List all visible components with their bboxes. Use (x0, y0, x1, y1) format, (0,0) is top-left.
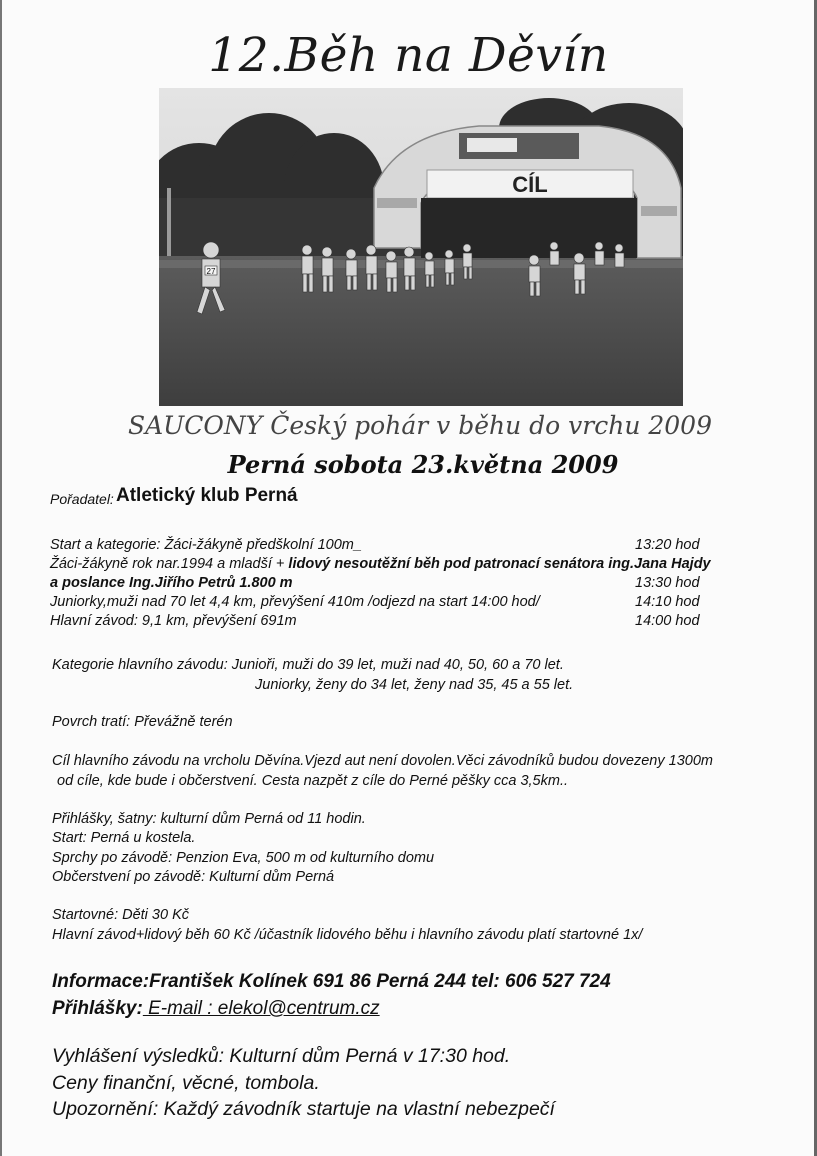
finish-line-2: od cíle, kde bude i občerstvení. Cesta nazpět z cíle do Perné pěšky cca 3,5km.. (57, 773, 568, 789)
start-line-3: a poslance Ing.Jiřího Petrů 1.800 m (50, 575, 293, 591)
closing-line-2: Ceny finanční, věcné, tombola. (52, 1072, 320, 1094)
closing-line-1: Vyhlášení výsledků: Kulturní dům Perná v 17:30 hod. (52, 1045, 511, 1067)
organizer-name: Atletický klub Perná (116, 485, 298, 506)
event-date: Perná sobota 23.května 2009 (227, 450, 619, 479)
logistics-line-2: Start: Perná u kostela. (52, 830, 196, 846)
surface-text: Povrch tratí: Převážně terén (52, 714, 233, 730)
logistics-line-1: Přihlášky, šatny: kulturní dům Perná od 11 hodin. (52, 811, 366, 827)
finish-arch (374, 126, 681, 258)
start-line-2-text: Žáci-žákyně rok nar.1994 a mladší + (50, 556, 289, 572)
start-time-5: 14:00 hod (635, 613, 700, 629)
page-title: 12.Běh na Děvín (208, 28, 609, 83)
categories-line-2: Juniorky, ženy do 34 let, ženy nad 35, 45 a 55 let. (255, 677, 574, 693)
start-line-1: Start a kategorie: Žáci-žákyně předškolní 100m_ (50, 537, 362, 553)
start-line-5: Hlavní závod: 9,1 km, převýšení 691m (50, 613, 297, 629)
categories-line-1: Kategorie hlavního závodu: Junioři, muži do 39 let, muži nad 40, 50, 60 a 70 let. (52, 657, 564, 673)
subtitle: SAUCONY Český pohár v běhu do vrchu 2009 (128, 411, 712, 440)
bib-number: 27 (206, 267, 216, 276)
registration-email-link[interactable]: E-mail : elekol@centrum.cz (142, 998, 380, 1019)
registration-label: Přihlášky: (52, 998, 143, 1019)
closing-line-3: Upozornění: Každý závodník startuje na vlastní nebezpečí (52, 1098, 555, 1120)
start-time-1: 13:20 hod (635, 537, 700, 553)
fees-line-1: Startovné: Děti 30 Kč (52, 907, 190, 923)
race-photo (159, 88, 683, 406)
organizer-label: Pořadatel: (50, 491, 114, 507)
start-line-2 (50, 556, 711, 572)
start-time-3: 13:30 hod (635, 575, 700, 591)
arch-label: CÍL (512, 172, 548, 197)
start-line-4: Juniorky,muži nad 70 let 4,4 km, převýšení 410m /odjezd na start 14:00 hod/ (50, 594, 540, 610)
contact-info: Informace:František Kolínek 691 86 Perná 244 tel: 606 527 724 (52, 971, 611, 992)
scan-edge (0, 0, 2, 1156)
fees-line-2: Hlavní závod+lidový běh 60 Kč /účastník lidového běhu i hlavního závodu platí startovné 1x/ (52, 927, 643, 943)
start-line-2-bold: lidový nesoutěžní běh pod patronací senátora ing.Jana Hajdy (288, 556, 711, 572)
finish-line-1: Cíl hlavního závodu na vrcholu Děvína.Vjezd aut není dovolen.Věci závodníků budou dovezeny 1300m (52, 753, 713, 769)
logistics-line-4: Občerstvení po závodě: Kulturní dům Perná (52, 869, 335, 885)
registration-line (52, 998, 380, 1020)
logistics-line-3: Sprchy po závodě: Penzion Eva, 500 m od kulturního domu (52, 850, 435, 866)
start-time-4: 14:10 hod (635, 594, 700, 610)
